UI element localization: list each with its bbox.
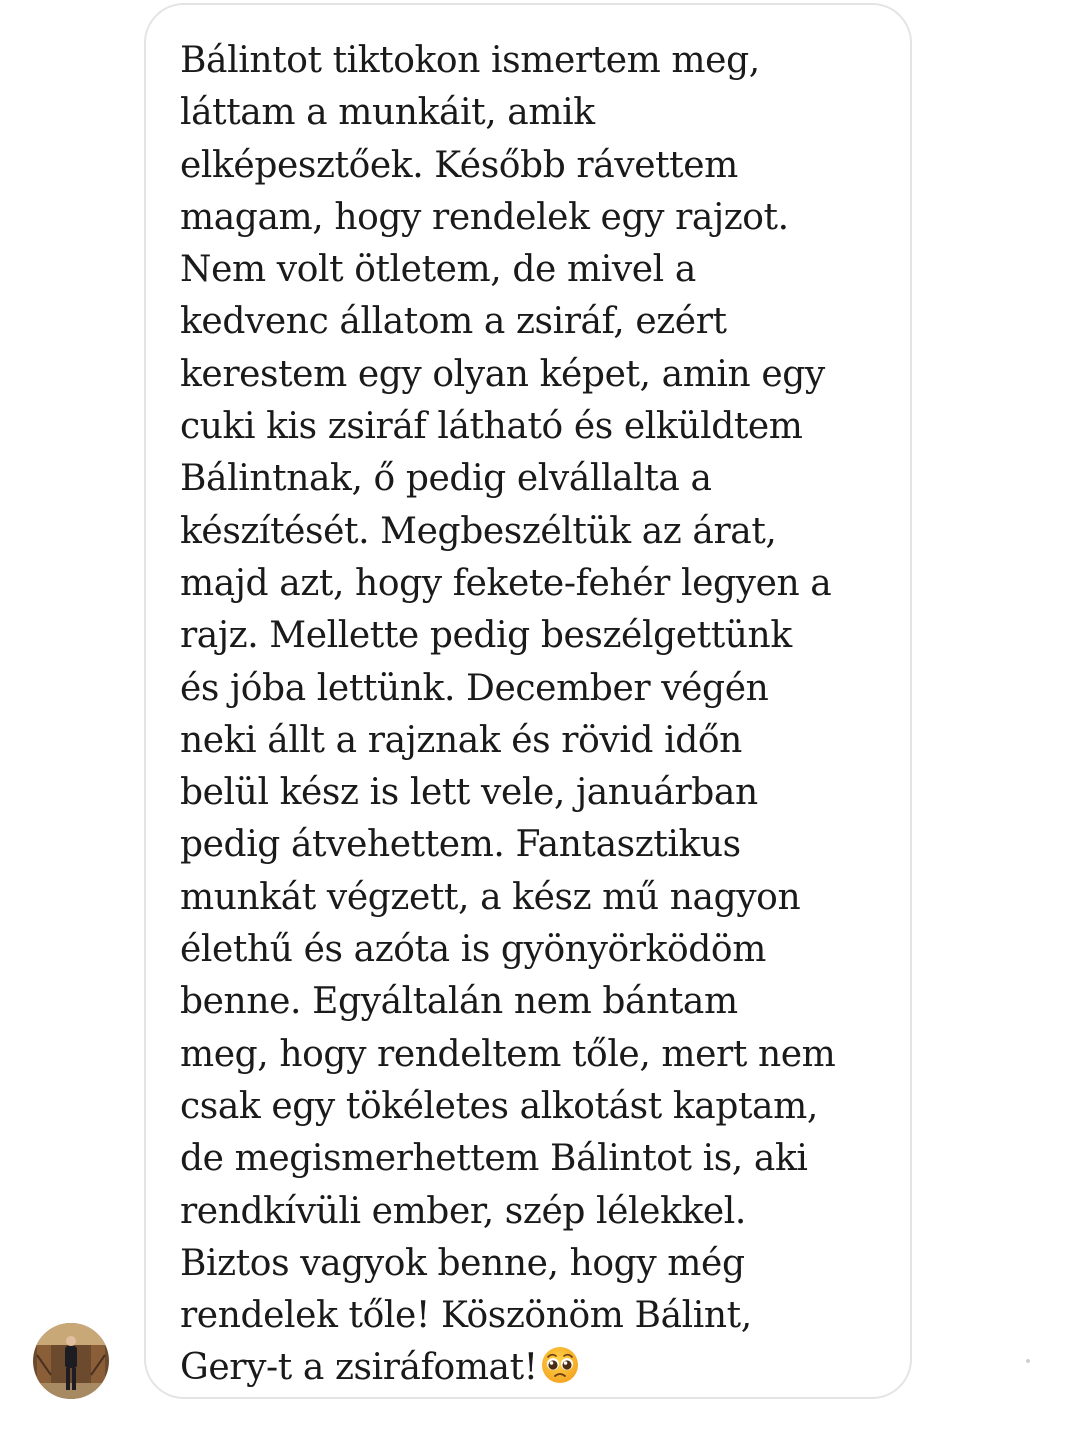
message-line: készítését. Megbeszéltük az árat, <box>180 510 777 552</box>
message-bubble[interactable] <box>144 3 912 1399</box>
message-line: rendelek tőle! Köszönöm Bálint, <box>180 1295 752 1337</box>
pleading-face-icon <box>540 1345 580 1400</box>
message-line: Biztos vagyok benne, hogy még <box>180 1242 745 1284</box>
message-line: magam, hogy rendelek egy rajzot. <box>180 196 789 238</box>
message-line: kerestem egy olyan képet, amin egy <box>180 353 825 395</box>
message-line: láttam a munkáit, amik <box>180 92 595 134</box>
message-line: Bálintot tiktokon ismertem meg, <box>180 40 760 81</box>
message-line: de megismerhettem Bálintot is, aki <box>180 1138 808 1180</box>
message-line: cuki kis zsiráf látható és elküldtem <box>180 406 803 448</box>
message-line: élethű és azóta is gyönyörködöm <box>180 929 766 971</box>
scroll-indicator-dot <box>1026 1359 1030 1363</box>
message-line: Nem volt ötletem, de mivel a <box>180 249 696 291</box>
message-line: és jóba lettünk. December végén <box>180 667 769 709</box>
message-line: Bálintnak, ő pedig elvállalta a <box>180 458 712 500</box>
message-line: munkát végzett, a kész mű nagyon <box>180 876 801 918</box>
message-line: meg, hogy rendeltem tőle, mert nem <box>180 1033 836 1075</box>
message-line: pedig átvehettem. Fantasztikus <box>180 824 741 866</box>
message-text <box>180 35 900 1401</box>
message-line: neki állt a rajznak és rövid időn <box>180 719 742 761</box>
message-line: rajz. Mellette pedig beszélgettünk <box>180 615 792 657</box>
message-line: benne. Egyáltalán nem bántam <box>180 981 738 1023</box>
message-last-line <box>180 1342 900 1400</box>
message-line: kedvenc állatom a zsiráf, ezért <box>180 301 727 343</box>
message-last-line-text: Gery-t a zsiráfomat! <box>180 1347 538 1389</box>
message-line: rendkívüli ember, szép lélekkel. <box>180 1190 746 1232</box>
avatar-photo <box>33 1323 109 1399</box>
message-line: belül kész is lett vele, januárban <box>180 772 758 814</box>
message-line: elképesztőek. Később rávettem <box>180 144 738 186</box>
message-line: csak egy tökéletes alkotást kaptam, <box>180 1085 818 1127</box>
message-line: majd azt, hogy fekete-fehér legyen a <box>180 562 832 604</box>
avatar[interactable] <box>33 1323 109 1399</box>
